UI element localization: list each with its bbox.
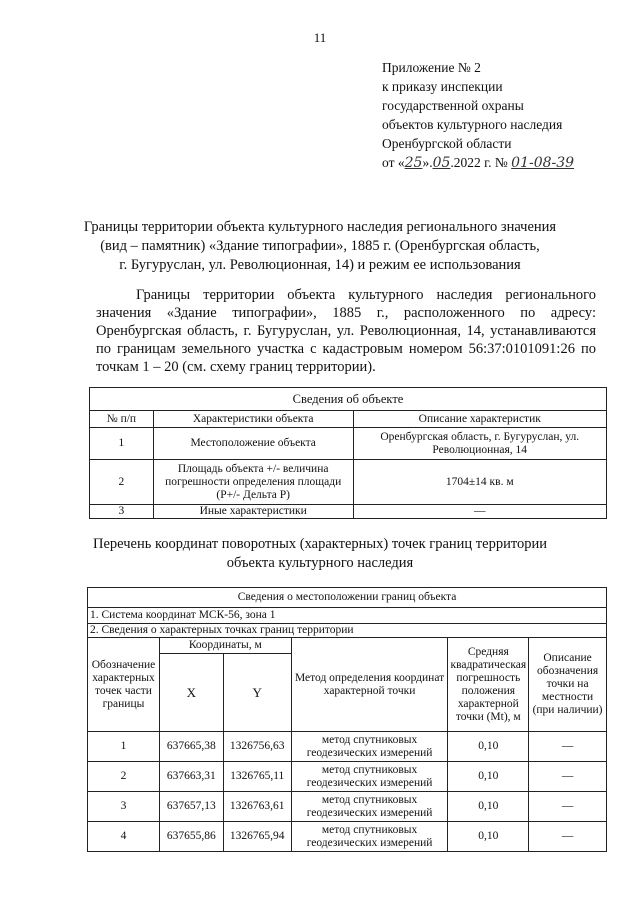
method: метод спутниковых геодезических измерений (291, 822, 448, 852)
error: 0,10 (448, 822, 529, 852)
table-row (90, 460, 607, 505)
table-row (88, 732, 607, 762)
intro-paragraph (96, 286, 596, 376)
description: — (529, 762, 607, 792)
row-name: Местоположение объекта (153, 428, 353, 460)
row-name: Площадь объекта +/- величина погрешности определения площади (Р+/- Дельта Р) (153, 460, 353, 505)
x-value: 637663,31 (159, 762, 223, 792)
row-number: 1 (90, 428, 154, 460)
object-info-table (89, 387, 607, 519)
header-y: Y (223, 654, 291, 732)
table-row (88, 792, 607, 822)
point-id: 3 (88, 792, 160, 822)
table-row (90, 428, 607, 460)
header-description: Описание обозначения точки на местности (при наличии) (529, 638, 607, 732)
x-value: 637665,38 (159, 732, 223, 762)
appendix-header (382, 58, 632, 173)
header-method: Метод определения координат характерной точки (291, 638, 448, 732)
header-coordinates: Координаты, м (159, 638, 291, 654)
column-header: № п/п (90, 411, 154, 428)
date-prefix: от « (382, 155, 405, 170)
coordinate-system: 1. Система координат МСК-56, зона 1 (88, 608, 607, 624)
column-header: Описание характеристик (353, 411, 607, 428)
appendix-date-line (382, 153, 632, 173)
appendix-line: государственной охраны (382, 98, 524, 113)
intro-text: Границы территории объекта культурного наследия регионального значения «Здание типографии», 1885 г., расположенного по адресу: Оренбургская область, г. Бугуруслан, ул. Революционная, 14, устанавливаются по границам земельного участка с кадастровым номером 56:37:0101091:26 по точкам 1 – 20 (см. схему границ территории). (96, 287, 596, 375)
error: 0,10 (448, 762, 529, 792)
order-number: 01-08-39 (511, 155, 575, 171)
method: метод спутниковых геодезических измерений (291, 792, 448, 822)
column-header: Характеристики объекта (153, 411, 353, 428)
description: — (529, 792, 607, 822)
method: метод спутниковых геодезических измерений (291, 762, 448, 792)
object-table-caption: Сведения об объекте (90, 388, 607, 411)
row-value: 1704±14 кв. м (353, 460, 607, 505)
row-value: Оренбургская область, г. Бугуруслан, ул. Революционная, 14 (353, 428, 607, 460)
header-point: Обозначение характерных точек части границы (88, 638, 160, 732)
error: 0,10 (448, 732, 529, 762)
row-value: — (353, 505, 607, 519)
row-number: 3 (90, 505, 154, 519)
table-row (88, 822, 607, 852)
date-day: 25 (404, 155, 423, 171)
title-line: г. Бугуруслан, ул. Революционная, 14) и режим ее использования (119, 257, 521, 273)
x-value: 637657,13 (159, 792, 223, 822)
title-line: Перечень координат поворотных (характерных) точек границ территории (92, 536, 548, 552)
appendix-line: Приложение № 2 (382, 60, 481, 75)
page-number: 11 (313, 30, 327, 45)
title-line: (вид – памятник) «Здание типографии», 1885 г. (Оренбургская область, (100, 238, 540, 254)
date-mid: ». (422, 155, 433, 170)
table-row (90, 505, 607, 519)
row-number: 2 (90, 460, 154, 505)
date-year: .2022 г. № (450, 155, 508, 170)
header-x: X (159, 654, 223, 732)
method: метод спутниковых геодезических измерений (291, 732, 448, 762)
y-value: 1326765,94 (223, 822, 291, 852)
header-error: Средняя квадратическая погрешность положения характерной точки (Mt), м (448, 638, 529, 732)
appendix-line: объектов культурного наследия (382, 117, 563, 132)
row-name: Иные характеристики (153, 505, 353, 519)
coord-table-caption: Сведения о местоположении границ объекта (88, 588, 607, 608)
y-value: 1326765,11 (223, 762, 291, 792)
point-id: 4 (88, 822, 160, 852)
title-line: объекта культурного наследия (226, 555, 414, 571)
y-value: 1326756,63 (223, 732, 291, 762)
appendix-line: к приказу инспекции (382, 79, 503, 94)
date-month: 05 (432, 155, 451, 171)
x-value: 637655,86 (159, 822, 223, 852)
error: 0,10 (448, 792, 529, 822)
title-line: Границы территории объекта культурного наследия регионального значения (83, 219, 557, 235)
coordinates-table (87, 587, 607, 852)
point-id: 1 (88, 732, 160, 762)
description: — (529, 732, 607, 762)
points-info: 2. Сведения о характерных точках границ территории (88, 624, 607, 638)
y-value: 1326763,61 (223, 792, 291, 822)
document-title (60, 218, 580, 275)
table-row (88, 762, 607, 792)
description: — (529, 822, 607, 852)
point-id: 2 (88, 762, 160, 792)
coordinates-list-title (60, 535, 580, 573)
appendix-line: Оренбургской области (382, 136, 512, 151)
